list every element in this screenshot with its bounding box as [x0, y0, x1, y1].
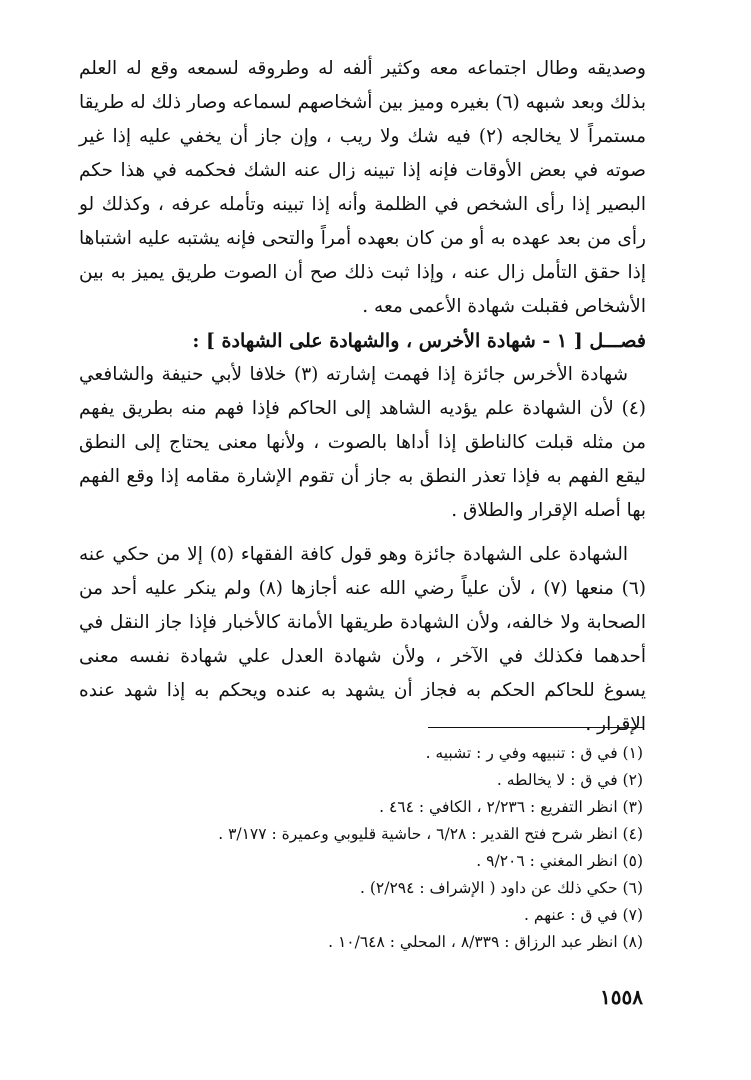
footnotes: [123, 740, 643, 956]
paragraph-2: شهادة الأخرس جائزة إذا فهمت إشارته (٣) خلافا لأبي حنيفة والشافعي (٤) لأن الشهادة علم يؤديه الشاهد إلى الحاكم فإذا فهم منه بطريق يفهم من مثله قبلت كالناطق إذا أداها بالصوت ، ولأنها معنى يحتاج إلى النطق ليقع الفهم به فإذا تعذر النطق به جاز أن تقوم الإشارة مقامه إذا وقع الفهم بها أصله الإقرار والطلاق .: [79, 364, 646, 521]
section-heading: فصـــل [ ١ - شهادة الأخرس ، والشهادة على الشهادة ] :: [192, 330, 646, 352]
footnote-divider: [428, 727, 643, 728]
main-text: [79, 52, 646, 742]
footnote-1: (١) في ق : تنبيهه وفي ر : تشبيه .: [425, 744, 643, 762]
footnote-5: (٥) انظر المغني : ٩/٢٠٦ .: [476, 852, 643, 870]
footnote-3: (٣) انظر التفريع : ٢/٢٣٦ ، الكافي : ٤٦٤ .: [379, 798, 643, 816]
paragraph-gap: [79, 528, 646, 538]
paragraph-1: وصديقه وطال اجتماعه معه وكثير ألفه له وطروقه لسمعه وقع له العلم بذلك وبعد شبهه (٦) بغيره وميز بين أشخاصهم لسماعه وصار ذلك له طريقا مستمراً لا يخالجه (٢) فيه شك ولا ريب ، وإن جاز أن يخفي عليه إذا غير صوته في بعض الأوقات فإنه إذا تبينه زال عنه الشك فحكمه في هذا حكم البصير إذا رأى الشخص في الظلمة وأنه إذا تبينه وتأمله عرفه ، وكذلك لو رأى من بعد عهده به أو من كان بعهده أمراً والتحى فإنه يشتبه عليه اشتباها إذا حقق التأمل زال عنه ، وإذا ثبت ذلك صح أن الصوت طريق يميز به بين الأشخاص فقبلت شهادة الأعمى معه .: [79, 58, 646, 317]
footnote-8: (٨) انظر عبد الرزاق : ٨/٣٣٩ ، المحلي : ١٠/٦٤٨ .: [328, 933, 643, 951]
footnote-7: (٧) في ق : عنهم .: [524, 906, 643, 924]
page-number: ١٥٥٨: [600, 985, 643, 1009]
footnote-6: (٦) حكي ذلك عن داود ( الإشراف : ٢/٢٩٤) .: [359, 879, 643, 897]
paragraph-3: الشهادة على الشهادة جائزة وهو قول كافة الفقهاء (٥) إلا من حكي عنه (٦) منعها (٧) ، لأن علياً رضي الله عنه أجازها (٨) ولم ينكر عليه أحد من الصحابة ولا خالفه، ولأن الشهادة طريقها الأمانة كالأخبار فإذا جاز النقل في أحدهما فكذلك في الآخر ، ولأن شهادة العدل علي شهادة نفسه معنى يسوغ للحاكم الحكم به فجاز أن يشهد به عنده ويحكم به إذا شهد عنده الإقرار .: [79, 544, 647, 735]
footnote-2: (٢) في ق : لا يخالطه .: [496, 771, 643, 789]
footnote-4: (٤) انظر شرح فتح القدير : ٦/٢٨ ، حاشية قليوبي وعميرة : ٣/١٧٧ .: [218, 825, 643, 843]
